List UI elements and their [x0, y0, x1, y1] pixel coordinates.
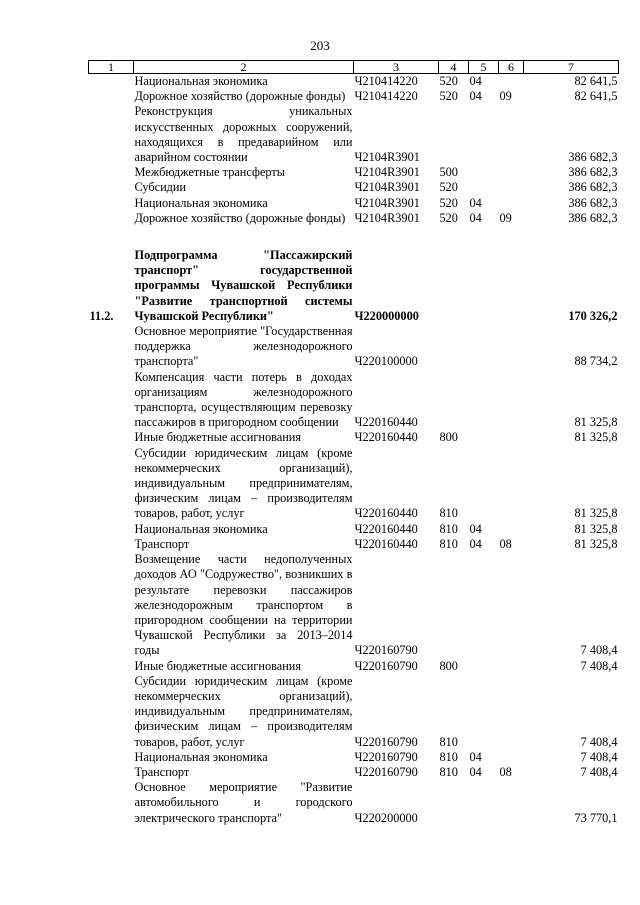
- row-number: [89, 324, 134, 370]
- item-name: Субсидии юридическим лицам (кроме некоммерческих организаций), индивидуальным предпринимателям, физическим лицам – производителям товаров, работ, услуг: [134, 445, 353, 521]
- header-cell: 7: [524, 61, 619, 74]
- section: [469, 165, 499, 180]
- amount: 88 734,2: [574, 354, 618, 369]
- table-row: [89, 104, 619, 165]
- amount: 81 325,8: [574, 415, 618, 430]
- row-number: [89, 211, 134, 226]
- row-number: [89, 196, 134, 211]
- subsection: [499, 370, 524, 431]
- item-name: Иные бюджетные ассигнования: [134, 430, 302, 445]
- subsection: 09: [499, 89, 512, 104]
- item-name: Дорожное хозяйство (дорожные фонды): [134, 210, 346, 225]
- amount: 386 682,3: [568, 180, 618, 195]
- header-cell: 2: [134, 61, 354, 74]
- expense-type: [439, 370, 469, 431]
- subsection: [499, 324, 524, 370]
- target-code: Ч2104R3901: [354, 150, 420, 165]
- section: [469, 180, 499, 195]
- section: [469, 370, 499, 431]
- item-name: Субсидии юридическим лицам (кроме некоммерческих организаций), индивидуальным предпринимателям, физическим лицам – производителям товаров, работ, услуг: [134, 673, 353, 749]
- expense-type: 800: [439, 658, 458, 673]
- table-row: [89, 248, 619, 324]
- amount: 7 408,4: [580, 764, 618, 779]
- amount: 81 325,8: [574, 430, 618, 445]
- amount: 7 408,4: [580, 643, 618, 658]
- table-row: [89, 324, 619, 370]
- section: [469, 104, 499, 165]
- amount: 7 408,4: [580, 749, 618, 764]
- row-number: [89, 446, 134, 522]
- subsection: [499, 750, 524, 765]
- section: [469, 659, 499, 674]
- table-row: [89, 552, 619, 658]
- target-code: Ч220160790: [354, 749, 418, 764]
- table-row: [89, 537, 619, 552]
- row-number: [89, 370, 134, 431]
- expense-type: [439, 248, 469, 324]
- subsection: 08: [499, 764, 512, 779]
- item-name: Национальная экономика: [134, 749, 268, 764]
- row-number: [89, 74, 134, 90]
- section: [469, 446, 499, 522]
- subsection: 08: [499, 536, 512, 551]
- item-name: Реконструкция уникальных искусственных дорожных сооружений, находящихся в предаварийном или аварийном состоянии: [134, 104, 353, 165]
- header-cell: 5: [469, 61, 499, 74]
- spacer-row: [89, 226, 619, 248]
- subsection: [499, 74, 524, 90]
- amount: 386 682,3: [568, 195, 618, 210]
- header-cell: 6: [499, 61, 524, 74]
- amount: 81 325,8: [574, 521, 618, 536]
- row-number: [89, 780, 134, 826]
- row-number: [89, 89, 134, 104]
- expense-type: [439, 552, 469, 658]
- expense-type: 520: [439, 195, 458, 210]
- table-row: [89, 522, 619, 537]
- subsection: [499, 430, 524, 445]
- target-code: Ч220160440: [354, 430, 418, 445]
- table-row: [89, 659, 619, 674]
- amount: 82 641,5: [574, 89, 618, 104]
- expense-type: 810: [439, 506, 458, 521]
- section: 04: [469, 74, 482, 88]
- row-number: [89, 522, 134, 537]
- item-name: Возмещение части недополученных доходов АО "Содружество", возникших в результате перевозки пассажиров железнодорожным транспортом в пригородном сообщении на территории Чувашской Республики за 2013–2014 годы: [134, 552, 353, 658]
- section: [469, 552, 499, 658]
- subsection: [499, 165, 524, 180]
- table-row: [89, 370, 619, 431]
- item-name: Компенсация части потерь в доходах организациям железнодорожного транспорта, осуществляющим перевозку пассажиров в пригородном сообщении: [134, 369, 353, 430]
- target-code: Ч2104R3901: [354, 195, 420, 210]
- item-name: Межбюджетные трансферты: [134, 165, 286, 180]
- expense-type: 520: [439, 89, 458, 104]
- expense-type: 520: [439, 180, 458, 195]
- subsection: [499, 248, 524, 324]
- target-code: Ч210414220: [354, 74, 418, 88]
- target-code: Ч220160440: [354, 415, 418, 430]
- subsection: [499, 780, 524, 826]
- section: 04: [469, 749, 482, 764]
- section: [469, 674, 499, 750]
- expense-type: 520: [439, 74, 458, 88]
- subsection: [499, 659, 524, 674]
- row-number: [89, 430, 134, 445]
- header-cell: 3: [354, 61, 439, 74]
- target-code: Ч2104R3901: [354, 180, 420, 195]
- item-name: Основное мероприятие "Государственная поддержка железнодорожного транспорта": [134, 324, 353, 369]
- table-row: [89, 196, 619, 211]
- subsection: [499, 446, 524, 522]
- header-cell: 1: [89, 61, 134, 74]
- amount: 81 325,8: [574, 506, 618, 521]
- section: [469, 430, 499, 445]
- row-number: [89, 750, 134, 765]
- item-name: Национальная экономика: [134, 521, 268, 536]
- header-cell: 4: [439, 61, 469, 74]
- table-row: [89, 165, 619, 180]
- item-name: Основное мероприятие "Развитие автомобильного и городского электрического транспорта": [134, 780, 353, 825]
- expense-type: 810: [439, 521, 458, 536]
- target-code: Ч2104R3901: [354, 210, 420, 225]
- item-name: Национальная экономика: [134, 74, 268, 88]
- target-code: Ч220100000: [354, 354, 418, 369]
- section: [469, 780, 499, 826]
- row-number: [89, 659, 134, 674]
- table-row: [89, 446, 619, 522]
- item-name: Подпрограмма "Пассажирский транспорт" государственной программы Чувашской Республики "Развитие транспортной системы Чувашской Республики": [134, 248, 353, 323]
- expense-type: 810: [439, 764, 458, 779]
- table-row: [89, 180, 619, 195]
- amount: 81 325,8: [574, 536, 618, 551]
- item-name: Национальная экономика: [134, 195, 268, 210]
- subsection: [499, 180, 524, 195]
- section: 04: [469, 521, 482, 536]
- amount: 386 682,3: [568, 210, 618, 225]
- target-code: Ч2104R3901: [354, 165, 420, 180]
- item-name: Субсидии: [134, 180, 187, 195]
- amount: 7 408,4: [580, 658, 618, 673]
- target-code: Ч220160790: [354, 658, 418, 673]
- item-name: Дорожное хозяйство (дорожные фонды): [134, 89, 346, 104]
- expense-type: [439, 104, 469, 165]
- amount: 7 408,4: [580, 734, 618, 749]
- row-number: [89, 180, 134, 195]
- table-row: [89, 74, 619, 90]
- section: 04: [469, 89, 482, 104]
- item-name: Транспорт: [134, 536, 190, 551]
- item-name: Иные бюджетные ассигнования: [134, 658, 302, 673]
- subsection: [499, 196, 524, 211]
- table-row: [89, 765, 619, 780]
- table-row: [89, 430, 619, 445]
- row-number: [89, 165, 134, 180]
- expense-type: [439, 324, 469, 370]
- table-row: [89, 750, 619, 765]
- target-code: Ч210414220: [354, 89, 418, 104]
- row-number: [89, 674, 134, 750]
- expense-type: 810: [439, 749, 458, 764]
- expense-type: 810: [439, 536, 458, 551]
- section: [469, 248, 499, 324]
- expense-type: 500: [439, 165, 458, 180]
- target-code: Ч220160440: [354, 536, 418, 551]
- expense-type: 810: [439, 734, 458, 749]
- amount: 82 641,5: [574, 74, 618, 88]
- target-code: Ч220000000: [354, 308, 419, 323]
- target-code: Ч220160440: [354, 521, 418, 536]
- budget-table: [88, 60, 619, 826]
- subsection: 09: [499, 210, 512, 225]
- section: [469, 324, 499, 370]
- section: 04: [469, 764, 482, 779]
- table-row: [89, 674, 619, 750]
- table-row: [89, 211, 619, 226]
- target-code: Ч220160440: [354, 506, 418, 521]
- subsection: [499, 522, 524, 537]
- target-code: Ч220160790: [354, 764, 418, 779]
- subsection: [499, 104, 524, 165]
- section: 04: [469, 210, 482, 225]
- row-number: [89, 537, 134, 552]
- item-name: Транспорт: [134, 764, 190, 779]
- target-code: Ч220160790: [354, 734, 418, 749]
- amount: 386 682,3: [568, 150, 618, 165]
- subsection: [499, 552, 524, 658]
- expense-type: 520: [439, 210, 458, 225]
- row-number: [89, 552, 134, 658]
- target-code: Ч220160790: [354, 643, 418, 658]
- table-row: [89, 780, 619, 826]
- row-number: [89, 765, 134, 780]
- row-number: [89, 104, 134, 165]
- subsection: [499, 674, 524, 750]
- target-code: Ч220200000: [354, 810, 418, 825]
- amount: 73 770,1: [574, 810, 618, 825]
- column-number-header: [89, 61, 619, 74]
- expense-type: [439, 780, 469, 826]
- amount: 386 682,3: [568, 165, 618, 180]
- section: 04: [469, 195, 482, 210]
- amount: 170 326,2: [568, 308, 618, 323]
- page-number: 203: [310, 38, 330, 53]
- table-row: [89, 89, 619, 104]
- expense-type: 800: [439, 430, 458, 445]
- row-number: 11.2.: [89, 308, 114, 323]
- section: 04: [469, 536, 482, 551]
